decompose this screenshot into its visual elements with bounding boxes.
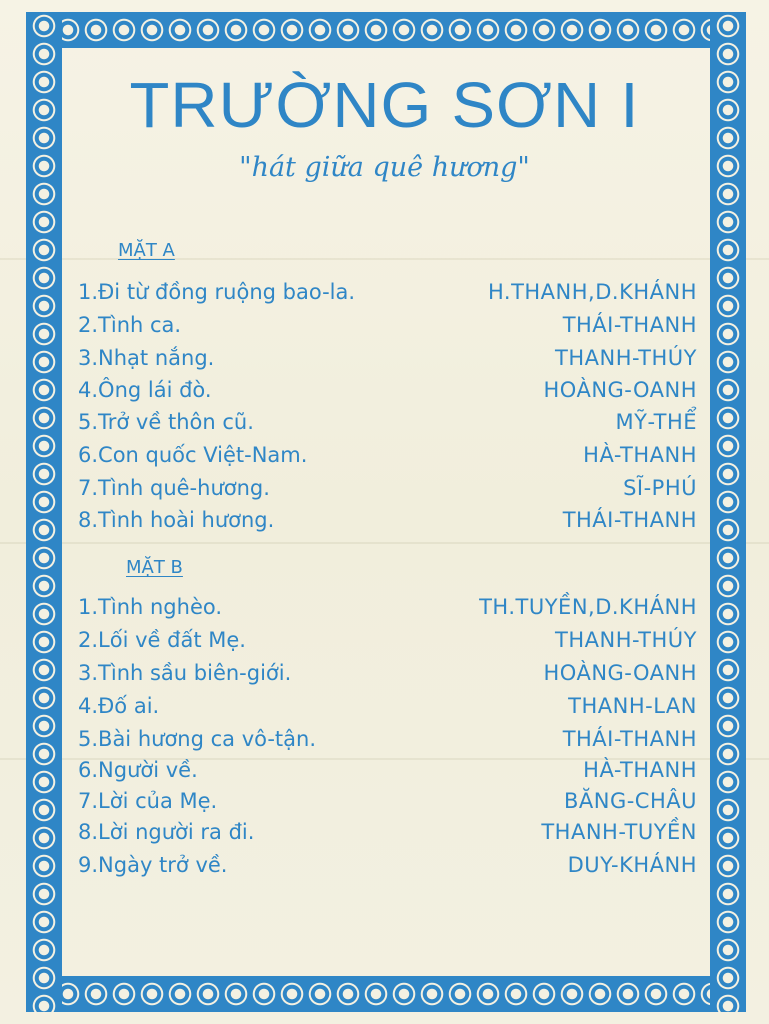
- track-artist: HOÀNG-OANH: [543, 661, 697, 685]
- track-b-5: [78, 727, 697, 757]
- track-a-5: [78, 410, 697, 440]
- track-b-8: [78, 820, 697, 850]
- album-subtitle: "hát giữa quê hương": [239, 152, 530, 183]
- track-title: 6.Con quốc Việt-Nam.: [78, 443, 308, 467]
- track-title: 2.Tình ca.: [78, 313, 182, 337]
- border-bottom: [26, 976, 746, 1012]
- track-title: 4.Ông lái đò.: [78, 378, 212, 402]
- track-title: 7.Tình quê-hương.: [78, 476, 270, 500]
- track-artist: THÁI-THANH: [562, 508, 697, 532]
- track-artist: THÁI-THANH: [562, 727, 697, 751]
- track-b-1: [78, 595, 697, 625]
- track-artist: DUY-KHÁNH: [567, 853, 697, 877]
- track-title: 1.Tình nghèo.: [78, 595, 223, 619]
- track-title: 3.Nhạt nắng.: [78, 346, 215, 370]
- track-a-2: [78, 313, 697, 343]
- track-a-6: [78, 443, 697, 473]
- track-title: 6.Người về.: [78, 758, 198, 782]
- album-title: TRƯỜNG SƠN I: [129, 69, 640, 141]
- border-top: [26, 12, 746, 48]
- track-artist: HÀ-THANH: [583, 758, 697, 782]
- track-artist: HÀ-THANH: [583, 443, 697, 467]
- track-title: 4.Đố ai.: [78, 694, 160, 718]
- track-artist: SĨ-PHÚ: [623, 476, 697, 500]
- track-b-6: [78, 758, 697, 788]
- track-b-9: [78, 853, 697, 883]
- track-artist: MỸ-THỂ: [615, 410, 697, 434]
- track-title: 5.Bài hương ca vô-tận.: [78, 727, 317, 751]
- track-title: 7.Lời của Mẹ.: [78, 789, 218, 813]
- track-a-1: [78, 280, 697, 310]
- track-artist: BĂNG-CHÂU: [563, 789, 697, 813]
- track-artist: H.THANH,D.KHÁNH: [487, 280, 697, 304]
- track-title: 2.Lối về đất Mẹ.: [78, 628, 246, 652]
- track-artist: TH.TUYỀN,D.KHÁNH: [479, 595, 697, 619]
- track-artist: THÁI-THANH: [562, 313, 697, 337]
- track-a-3: [78, 346, 697, 376]
- track-artist: THANH-THÚY: [555, 628, 697, 652]
- track-a-8: [78, 508, 697, 538]
- side-b-heading: MẶT B: [126, 557, 183, 578]
- track-artist: THANH-TUYỀN: [541, 820, 697, 844]
- track-title: 9.Ngày trở về.: [78, 853, 228, 877]
- side-a-heading: MẶT A: [118, 240, 175, 261]
- track-artist: THANH-LAN: [568, 694, 697, 718]
- track-b-2: [78, 628, 697, 658]
- track-b-7: [78, 789, 697, 819]
- track-title: 1.Đi từ đồng ruộng bao-la.: [78, 280, 356, 304]
- track-title: 8.Lời người ra đi.: [78, 820, 255, 844]
- track-title: 5.Trở về thôn cũ.: [78, 410, 254, 434]
- track-a-7: [78, 476, 697, 506]
- track-title: 3.Tình sầu biên-giới.: [78, 661, 292, 685]
- track-artist: HOÀNG-OANH: [543, 378, 697, 402]
- track-b-3: [78, 661, 697, 691]
- track-a-4: [78, 378, 697, 408]
- track-b-4: [78, 694, 697, 724]
- track-artist: THANH-THÚY: [555, 346, 697, 370]
- track-title: 8.Tình hoài hương.: [78, 508, 275, 532]
